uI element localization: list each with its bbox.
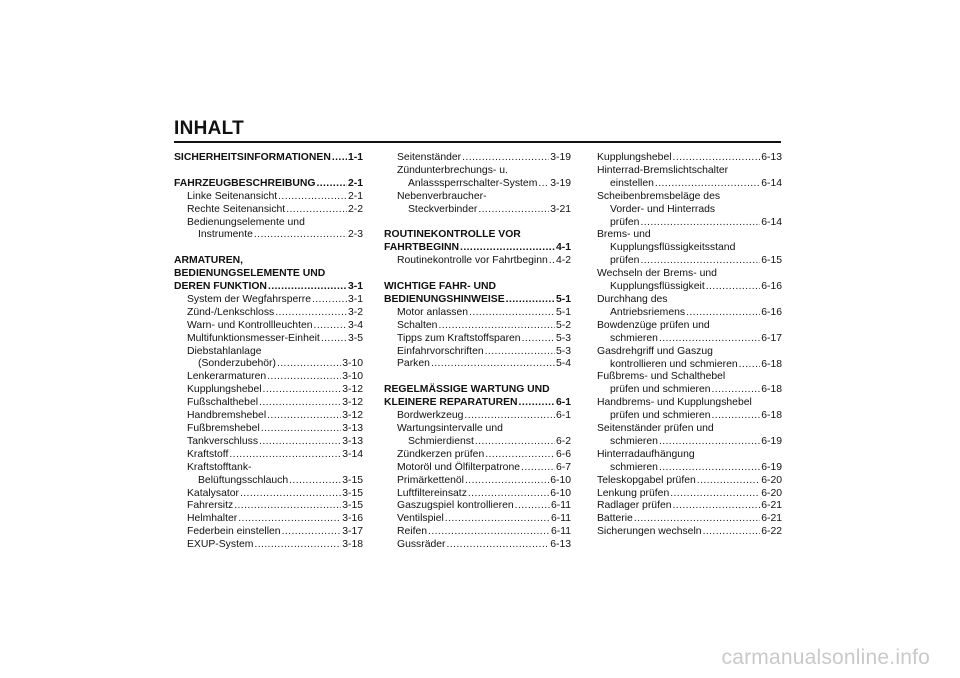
toc-page-number: 6-13 bbox=[761, 152, 782, 163]
toc-entry-title: Fußschalthebel bbox=[187, 397, 259, 409]
toc-entry-title: schmieren bbox=[610, 461, 658, 473]
dot-leader bbox=[261, 423, 341, 436]
toc-section-entry bbox=[384, 397, 571, 410]
toc-page-number: 6-7 bbox=[555, 461, 571, 473]
dot-leader bbox=[485, 449, 555, 462]
toc-entry-title: einstellen bbox=[610, 177, 654, 189]
dot-leader bbox=[428, 526, 550, 539]
dot-leader bbox=[673, 152, 761, 165]
toc-entry bbox=[174, 488, 363, 501]
dot-leader bbox=[522, 333, 555, 346]
toc-page-number: 6-14 bbox=[761, 177, 782, 189]
toc-page-number: 4-1 bbox=[555, 242, 571, 254]
dot-leader bbox=[332, 152, 347, 165]
dot-leader bbox=[289, 475, 341, 488]
toc-entry bbox=[597, 500, 782, 513]
toc-entry-title: Anlasssperrschalter-System bbox=[408, 177, 538, 189]
toc-spacer bbox=[384, 268, 571, 281]
toc-entry-title: Warn- und Kontrollleuchten bbox=[187, 319, 313, 331]
dot-leader bbox=[673, 500, 761, 513]
toc-entry-title: Katalysator bbox=[187, 487, 239, 499]
toc-entry-line: Wechseln der Brems- und bbox=[597, 268, 717, 280]
toc-entry-title: Fahrersitz bbox=[187, 500, 234, 512]
toc-entry bbox=[597, 384, 782, 397]
toc-page-number: 6-18 bbox=[761, 410, 782, 422]
toc-entry-title: KLEINERE REPARATUREN bbox=[384, 397, 518, 409]
dot-leader bbox=[321, 333, 347, 346]
toc-page-number: 3-16 bbox=[342, 513, 363, 525]
toc-entry-title: Federbein einstellen bbox=[187, 526, 281, 538]
toc-entry-title: prüfen bbox=[610, 216, 640, 228]
toc-entry bbox=[597, 410, 782, 423]
toc-entry-line: Handbrems- und Kupplungshebel bbox=[597, 397, 752, 409]
toc-entry-title: Fußbremshebel bbox=[187, 423, 260, 434]
toc-entry-title: Linke Seitenansicht bbox=[187, 190, 278, 202]
toc-entry-title: Instrumente bbox=[198, 229, 253, 241]
toc-entry bbox=[174, 294, 363, 307]
toc-entry bbox=[597, 488, 782, 501]
dot-leader bbox=[431, 358, 555, 371]
toc-page-number: 3-1 bbox=[347, 293, 363, 305]
toc-entry-title: SICHERHEITSINFORMATIONEN bbox=[174, 152, 331, 163]
toc-entry bbox=[384, 539, 571, 552]
toc-page-number: 3-12 bbox=[342, 397, 363, 409]
dot-leader bbox=[464, 410, 555, 423]
toc-entry-title: Ventilspiel bbox=[397, 513, 444, 525]
toc-entry-title: Rechte Seitenansicht bbox=[187, 203, 286, 215]
toc-entry bbox=[384, 500, 571, 513]
dot-leader bbox=[314, 320, 347, 333]
toc-page-number: 3-13 bbox=[342, 423, 363, 434]
toc-page-number: 3-13 bbox=[342, 435, 363, 447]
toc-entry bbox=[597, 307, 782, 320]
dot-leader bbox=[640, 255, 760, 268]
dot-leader bbox=[275, 307, 347, 320]
toc-entry bbox=[597, 281, 782, 294]
toc-spacer bbox=[174, 242, 363, 255]
dot-leader bbox=[506, 294, 555, 307]
toc-page-number: 3-17 bbox=[342, 526, 363, 538]
toc-page-number: 3-4 bbox=[347, 319, 363, 331]
toc-entry-title: Radlager prüfen bbox=[597, 500, 672, 512]
toc-entry-title: Einfahrvorschriften bbox=[397, 345, 484, 357]
toc-entry bbox=[597, 178, 782, 191]
toc-entry bbox=[174, 371, 363, 384]
toc-entry-title: prüfen bbox=[610, 255, 640, 267]
toc-page-number: 6-10 bbox=[550, 474, 571, 486]
toc-entry-title: Tankverschluss bbox=[187, 435, 259, 447]
toc-entry bbox=[384, 462, 571, 475]
toc-entry bbox=[384, 178, 571, 191]
toc-entry-title: Kraftstoff bbox=[187, 448, 229, 460]
dot-leader bbox=[240, 488, 341, 501]
dot-leader bbox=[254, 229, 347, 242]
dot-leader bbox=[238, 513, 341, 526]
toc-entry-title: Bordwerkzeug bbox=[397, 410, 464, 422]
toc-entry bbox=[174, 539, 363, 552]
toc-entry-title: Antriebsriemens bbox=[610, 306, 686, 318]
toc-entry-line: Gasdrehgriff und Gaszug bbox=[597, 345, 713, 357]
dot-leader bbox=[229, 449, 341, 462]
toc-page-number: 6-2 bbox=[555, 435, 571, 447]
dot-leader bbox=[312, 294, 347, 307]
toc-page-number: 6-10 bbox=[550, 487, 571, 499]
dot-leader bbox=[712, 384, 761, 397]
title-underline bbox=[174, 141, 781, 143]
toc-entry-title: BEDIENUNGSHINWEISE bbox=[384, 293, 505, 305]
toc-entry bbox=[597, 152, 782, 165]
toc-entry bbox=[174, 449, 363, 462]
toc-page-number: 3-19 bbox=[550, 152, 571, 163]
dot-leader bbox=[468, 488, 549, 501]
toc-entry bbox=[174, 475, 363, 488]
toc-entry bbox=[174, 191, 363, 204]
toc-page-number: 6-6 bbox=[555, 448, 571, 460]
toc-entry bbox=[597, 359, 782, 372]
toc-entry-line: Zündunterbrechungs- u. bbox=[397, 164, 508, 176]
toc-entry bbox=[384, 449, 571, 462]
toc-entry-line: Fußbrems- und Schalthebel bbox=[597, 371, 726, 383]
toc-entry-title: Tipps zum Kraftstoffsparen bbox=[397, 332, 521, 344]
dot-leader bbox=[670, 488, 760, 501]
toc-entry bbox=[597, 513, 782, 526]
toc-entry bbox=[174, 513, 363, 526]
dot-leader bbox=[686, 307, 760, 320]
dot-leader bbox=[549, 255, 555, 268]
toc-page-number: 6-21 bbox=[761, 500, 782, 512]
toc-page-number: 6-20 bbox=[761, 487, 782, 499]
toc-page-number: 5-3 bbox=[555, 345, 571, 357]
dot-leader bbox=[316, 178, 347, 191]
toc-entry-title: Kupplungshebel bbox=[597, 152, 672, 163]
toc-entry-title: Lenkerarmaturen bbox=[187, 371, 267, 383]
toc-page-number: 6-13 bbox=[550, 539, 571, 551]
dot-leader bbox=[263, 384, 342, 397]
dot-leader bbox=[267, 410, 341, 423]
dot-leader bbox=[515, 500, 550, 513]
toc-entry bbox=[597, 255, 782, 268]
toc-page-number: 6-11 bbox=[550, 526, 571, 538]
toc-entry-title: Schmierdienst bbox=[408, 435, 474, 447]
toc-entry bbox=[384, 307, 571, 320]
dot-leader bbox=[538, 178, 549, 191]
toc-entry-line: Hinterradaufhängung bbox=[597, 448, 695, 460]
toc-entry bbox=[174, 358, 363, 371]
toc-entry-line: Vorder- und Hinterrads bbox=[610, 203, 716, 215]
toc-section-entry bbox=[384, 294, 571, 307]
dot-leader bbox=[278, 191, 347, 204]
toc-entry-title: Zündkerzen prüfen bbox=[397, 448, 485, 460]
dot-leader bbox=[659, 436, 760, 449]
toc-page-number: 6-19 bbox=[761, 435, 782, 447]
toc-entry bbox=[384, 513, 571, 526]
toc-entry-line: Nebenverbraucher- bbox=[397, 190, 487, 202]
toc-entry-title: schmieren bbox=[610, 435, 658, 447]
toc-entry-title: Primärkettenöl bbox=[397, 474, 464, 486]
toc-entry bbox=[597, 217, 782, 230]
toc-entry-title: Motoröl und Ölfilterpatrone bbox=[397, 461, 521, 473]
dot-leader bbox=[469, 307, 555, 320]
toc-page-number: 2-1 bbox=[347, 177, 363, 189]
toc-page-number: 6-1 bbox=[555, 410, 571, 422]
toc-entry bbox=[174, 307, 363, 320]
toc-page-number: 3-15 bbox=[342, 500, 363, 512]
toc-page-number: 3-10 bbox=[342, 371, 363, 383]
toc-page-number: 5-1 bbox=[555, 306, 571, 318]
dot-leader bbox=[485, 346, 555, 359]
toc-entry bbox=[597, 526, 782, 539]
toc-page-number: 2-1 bbox=[347, 190, 363, 202]
toc-entry bbox=[174, 500, 363, 513]
toc-entry bbox=[384, 358, 571, 371]
toc-entry-title: Belüftungsschlauch bbox=[198, 474, 289, 486]
toc-entry bbox=[384, 436, 571, 449]
toc-page-number: 2-3 bbox=[347, 229, 363, 241]
toc-entry bbox=[384, 333, 571, 346]
dot-leader bbox=[282, 526, 342, 539]
dot-leader bbox=[286, 204, 347, 217]
dot-leader bbox=[267, 371, 341, 384]
toc-section-entry bbox=[174, 281, 363, 294]
toc-section-heading-line: ARMATUREN, bbox=[174, 255, 244, 267]
dot-leader bbox=[277, 358, 341, 371]
toc-entry-title: schmieren bbox=[610, 332, 658, 344]
toc-entry-title: FAHRZEUGBESCHREIBUNG bbox=[174, 177, 316, 189]
toc-entry bbox=[384, 204, 571, 217]
toc-entry-title: Helmhalter bbox=[187, 513, 238, 525]
toc-entry-title: Gaszugspiel kontrollieren bbox=[397, 500, 514, 512]
dot-leader bbox=[460, 242, 555, 255]
toc-entry-title: Seitenständer bbox=[397, 152, 462, 163]
toc-entry bbox=[384, 320, 571, 333]
toc-page-number: 5-1 bbox=[555, 293, 571, 305]
toc-entry bbox=[174, 333, 363, 346]
toc-entry-title: Kupplungsflüssigkeit bbox=[610, 281, 705, 293]
toc-page-number: 3-10 bbox=[342, 358, 363, 370]
toc-entry-line: Brems- und bbox=[597, 229, 651, 241]
toc-page-number: 3-15 bbox=[342, 487, 363, 499]
dot-leader bbox=[706, 281, 760, 294]
toc-entry-line: Bedienungselemente und bbox=[187, 216, 305, 228]
toc-entry-line: Wartungsintervalle und bbox=[397, 422, 503, 434]
dot-leader bbox=[462, 152, 549, 165]
toc-entry-title: Gussräder bbox=[397, 539, 446, 551]
toc-page-number: 5-3 bbox=[555, 332, 571, 344]
toc-entry bbox=[174, 384, 363, 397]
dot-leader bbox=[519, 397, 555, 410]
toc-page-number: 6-22 bbox=[761, 526, 782, 538]
toc-entry-title: Routinekontrolle vor Fahrtbeginn bbox=[397, 255, 548, 267]
toc-page-number: 6-19 bbox=[761, 461, 782, 473]
toc-page-number: 6-1 bbox=[555, 397, 571, 409]
toc-entry-title: Multifunktionsmesser-Einheit bbox=[187, 332, 320, 344]
toc-entry bbox=[597, 436, 782, 449]
watermark: carmanualsonline.info bbox=[721, 646, 930, 669]
toc-page-number: 3-5 bbox=[347, 332, 363, 344]
dot-leader bbox=[259, 436, 341, 449]
toc-entry bbox=[597, 475, 782, 488]
page-title: INHALT bbox=[174, 118, 245, 139]
dot-leader bbox=[697, 475, 760, 488]
toc-entry-title: prüfen und schmieren bbox=[610, 384, 711, 396]
toc-page-number: 6-21 bbox=[761, 513, 782, 525]
dot-leader bbox=[268, 281, 347, 294]
toc-entry bbox=[384, 488, 571, 501]
toc-column-1 bbox=[174, 152, 363, 552]
toc-entry-title: Schalten bbox=[397, 319, 438, 331]
toc-page-number: 4-2 bbox=[555, 255, 571, 267]
toc-entry-title: kontrollieren und schmieren bbox=[610, 358, 738, 370]
toc-entry-title: Lenkung prüfen bbox=[597, 487, 670, 499]
toc-page-number: 3-21 bbox=[550, 203, 571, 215]
toc-page-number: 6-18 bbox=[761, 358, 782, 370]
dot-leader bbox=[634, 513, 760, 526]
toc-entry bbox=[174, 410, 363, 423]
toc-section-entry bbox=[174, 178, 363, 191]
toc-entry bbox=[384, 526, 571, 539]
toc-spacer bbox=[384, 217, 571, 230]
toc-entry-title: Kupplungshebel bbox=[187, 384, 262, 396]
toc-page-number: 3-12 bbox=[342, 410, 363, 422]
toc-page-number: 6-16 bbox=[761, 306, 782, 318]
toc-entry bbox=[174, 204, 363, 217]
dot-leader bbox=[640, 217, 760, 230]
dot-leader bbox=[447, 539, 550, 552]
toc-section-heading-line: WICHTIGE FAHR- UND bbox=[384, 281, 496, 293]
toc-column-2 bbox=[384, 152, 571, 552]
toc-entry-line: Bowdenzüge prüfen und bbox=[597, 319, 710, 331]
toc-page-number: 3-14 bbox=[342, 448, 363, 460]
toc-page-number: 6-17 bbox=[761, 332, 782, 344]
toc-entry-title: Parken bbox=[397, 358, 430, 370]
toc-entry-title: Handbremshebel bbox=[187, 410, 267, 422]
toc-entry bbox=[384, 255, 571, 268]
toc-section-entry bbox=[384, 242, 571, 255]
toc-entry-title: (Sonderzubehör) bbox=[198, 358, 276, 370]
toc-entry bbox=[174, 436, 363, 449]
toc-entry bbox=[174, 526, 363, 539]
dot-leader bbox=[739, 359, 761, 372]
toc-entry bbox=[174, 423, 363, 436]
toc-page-number: 6-11 bbox=[550, 500, 571, 512]
toc-entry-title: Sicherungen wechseln bbox=[597, 526, 702, 538]
toc-entry-title: Batterie bbox=[597, 513, 633, 525]
toc-page-number: 3-18 bbox=[342, 539, 363, 551]
toc-entry-line: Kupplungsflüssigkeitsstand bbox=[610, 242, 736, 254]
toc-entry-line: Hinterrad-Bremslichtschalter bbox=[597, 164, 729, 176]
toc-spacer bbox=[174, 165, 363, 178]
dot-leader bbox=[475, 436, 555, 449]
toc-entry-line: Seitenständer prüfen und bbox=[597, 423, 714, 435]
toc-section-heading-line: BEDIENUNGSELEMENTE UND bbox=[174, 268, 326, 280]
toc-entry bbox=[597, 462, 782, 475]
toc-column-3 bbox=[597, 152, 782, 539]
dot-leader bbox=[703, 526, 761, 539]
dot-leader bbox=[259, 397, 341, 410]
toc-spacer bbox=[384, 371, 571, 384]
dot-leader bbox=[438, 320, 555, 333]
toc-entry bbox=[384, 410, 571, 423]
dot-leader bbox=[712, 410, 761, 423]
toc-page-number: 3-2 bbox=[347, 306, 363, 318]
toc-entry-title: Steckverbinder bbox=[408, 203, 478, 215]
dot-leader bbox=[254, 539, 341, 552]
dot-leader bbox=[659, 462, 760, 475]
toc-page-number: 3-1 bbox=[347, 281, 363, 293]
dot-leader bbox=[465, 475, 549, 488]
toc-entry-title: prüfen und schmieren bbox=[610, 410, 711, 422]
toc-page-number: 2-2 bbox=[347, 203, 363, 215]
toc-entry bbox=[597, 333, 782, 346]
toc-entry-line: Scheibenbremsbeläge des bbox=[597, 190, 721, 202]
toc-entry-title: Zünd-/Lenkschloss bbox=[187, 306, 275, 318]
toc-entry-title: FAHRTBEGINN bbox=[384, 242, 460, 254]
toc-entry bbox=[384, 346, 571, 359]
toc-page-number: 6-11 bbox=[550, 513, 571, 525]
toc-section-heading-line: REGELMÄSSIGE WARTUNG UND bbox=[384, 384, 550, 396]
toc-entry-title: Reifen bbox=[397, 526, 428, 538]
dot-leader bbox=[234, 500, 341, 513]
toc-entry-line: Kraftstofftank- bbox=[187, 461, 252, 473]
dot-leader bbox=[445, 513, 550, 526]
toc-page-number: 5-2 bbox=[555, 319, 571, 331]
toc-page-number: 6-20 bbox=[761, 474, 782, 486]
dot-leader bbox=[521, 462, 555, 475]
toc-page-number: 6-16 bbox=[761, 281, 782, 293]
toc-entry-title: System der Wegfahrsperre bbox=[187, 293, 311, 305]
toc-entry-title: EXUP-System bbox=[187, 539, 254, 551]
toc-section-heading-line: ROUTINEKONTROLLE VOR bbox=[384, 229, 521, 241]
toc-page-number: 3-12 bbox=[342, 384, 363, 396]
toc-entry-title: DEREN FUNKTION bbox=[174, 281, 267, 293]
toc-section-entry bbox=[174, 152, 363, 165]
toc-page-number: 6-15 bbox=[761, 255, 782, 267]
toc-entry-line: Diebstahlanlage bbox=[187, 345, 262, 357]
dot-leader bbox=[659, 333, 760, 346]
toc-entry-title: Teleskopgabel prüfen bbox=[597, 474, 696, 486]
toc-entry bbox=[174, 320, 363, 333]
toc-page-number: 3-15 bbox=[342, 474, 363, 486]
toc-entry-line: Durchhang des bbox=[597, 293, 668, 305]
toc-entry-title: Luftfiltereinsatz bbox=[397, 487, 467, 499]
toc-page-number: 5-4 bbox=[555, 358, 571, 370]
toc-page-number: 1-1 bbox=[347, 152, 363, 163]
toc-page-number: 6-14 bbox=[761, 216, 782, 228]
dot-leader bbox=[655, 178, 760, 191]
toc-page-number: 6-18 bbox=[761, 384, 782, 396]
toc-entry bbox=[384, 152, 571, 165]
toc-entry bbox=[174, 397, 363, 410]
dot-leader bbox=[478, 204, 549, 217]
toc-entry-title: Motor anlassen bbox=[397, 306, 469, 318]
toc-page-number: 3-19 bbox=[550, 177, 571, 189]
toc-entry bbox=[174, 229, 363, 242]
toc-entry bbox=[384, 475, 571, 488]
